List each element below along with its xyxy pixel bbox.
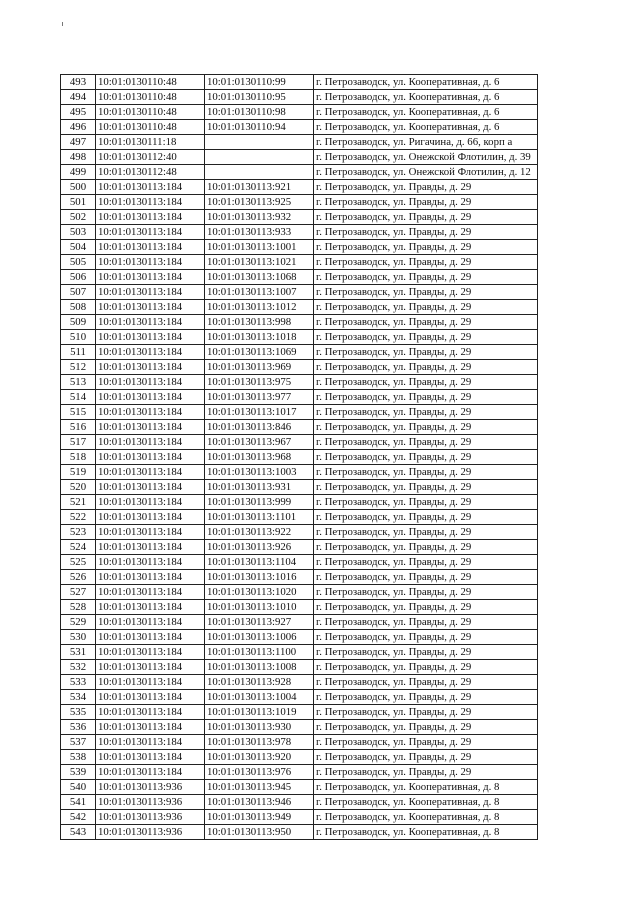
premises-cadastral-number-cell: 10:01:0130113:930 <box>205 720 314 735</box>
address-cell: г. Петрозаводск, ул. Правды, д. 29 <box>314 690 538 705</box>
address-cell: г. Петрозаводск, ул. Правды, д. 29 <box>314 210 538 225</box>
cadastral-number-cell: 10:01:0130110:48 <box>96 75 205 90</box>
address-cell: г. Петрозаводск, ул. Правды, д. 29 <box>314 330 538 345</box>
address-cell: г. Петрозаводск, ул. Правды, д. 29 <box>314 285 538 300</box>
row-number-cell: 501 <box>61 195 96 210</box>
address-cell: г. Петрозаводск, ул. Правды, д. 29 <box>314 390 538 405</box>
row-number-cell: 509 <box>61 315 96 330</box>
cadastral-number-cell: 10:01:0130113:184 <box>96 660 205 675</box>
cadastral-number-cell: 10:01:0130110:48 <box>96 90 205 105</box>
table-row <box>61 690 538 705</box>
premises-cadastral-number-cell: 10:01:0130113:1012 <box>205 300 314 315</box>
address-cell: г. Петрозаводск, ул. Правды, д. 29 <box>314 570 538 585</box>
premises-cadastral-number-cell: 10:01:0130113:1010 <box>205 600 314 615</box>
address-cell: г. Петрозаводск, ул. Кооперативная, д. 6 <box>314 120 538 135</box>
table-row <box>61 735 538 750</box>
row-number-cell: 517 <box>61 435 96 450</box>
scan-speck <box>62 22 63 26</box>
row-number-cell: 524 <box>61 540 96 555</box>
premises-cadastral-number-cell <box>205 165 314 180</box>
row-number-cell: 542 <box>61 810 96 825</box>
table-row <box>61 705 538 720</box>
table-row <box>61 720 538 735</box>
premises-cadastral-number-cell: 10:01:0130113:925 <box>205 195 314 210</box>
cadastral-number-cell: 10:01:0130113:184 <box>96 195 205 210</box>
address-cell: г. Петрозаводск, ул. Правды, д. 29 <box>314 270 538 285</box>
premises-cadastral-number-cell: 10:01:0130113:1001 <box>205 240 314 255</box>
row-number-cell: 510 <box>61 330 96 345</box>
cadastral-number-cell: 10:01:0130113:936 <box>96 825 205 840</box>
table-row <box>61 90 538 105</box>
premises-cadastral-number-cell: 10:01:0130113:1004 <box>205 690 314 705</box>
cadastral-number-cell: 10:01:0130113:936 <box>96 795 205 810</box>
table-row <box>61 150 538 165</box>
registry-table <box>60 74 538 840</box>
table-row <box>61 270 538 285</box>
premises-cadastral-number-cell: 10:01:0130113:976 <box>205 765 314 780</box>
premises-cadastral-number-cell: 10:01:0130113:998 <box>205 315 314 330</box>
cadastral-number-cell: 10:01:0130113:184 <box>96 570 205 585</box>
row-number-cell: 525 <box>61 555 96 570</box>
row-number-cell: 522 <box>61 510 96 525</box>
table-row <box>61 765 538 780</box>
address-cell: г. Петрозаводск, ул. Онежской Флотилин, д. 39 <box>314 150 538 165</box>
table-row <box>61 315 538 330</box>
address-cell: г. Петрозаводск, ул. Кооперативная, д. 6 <box>314 105 538 120</box>
table-row <box>61 75 538 90</box>
table-row <box>61 225 538 240</box>
cadastral-number-cell: 10:01:0130113:184 <box>96 720 205 735</box>
premises-cadastral-number-cell: 10:01:0130113:1068 <box>205 270 314 285</box>
table-row <box>61 600 538 615</box>
address-cell: г. Петрозаводск, ул. Правды, д. 29 <box>314 180 538 195</box>
premises-cadastral-number-cell: 10:01:0130113:999 <box>205 495 314 510</box>
address-cell: г. Петрозаводск, ул. Кооперативная, д. 8 <box>314 780 538 795</box>
row-number-cell: 537 <box>61 735 96 750</box>
premises-cadastral-number-cell: 10:01:0130113:1021 <box>205 255 314 270</box>
premises-cadastral-number-cell: 10:01:0130113:1069 <box>205 345 314 360</box>
table-row <box>61 465 538 480</box>
premises-cadastral-number-cell: 10:01:0130113:967 <box>205 435 314 450</box>
table-row <box>61 645 538 660</box>
premises-cadastral-number-cell: 10:01:0130113:945 <box>205 780 314 795</box>
address-cell: г. Петрозаводск, ул. Правды, д. 29 <box>314 555 538 570</box>
premises-cadastral-number-cell: 10:01:0130113:1017 <box>205 405 314 420</box>
table-row <box>61 480 538 495</box>
premises-cadastral-number-cell: 10:01:0130113:927 <box>205 615 314 630</box>
address-cell: г. Петрозаводск, ул. Правды, д. 29 <box>314 525 538 540</box>
cadastral-number-cell: 10:01:0130113:184 <box>96 210 205 225</box>
address-cell: г. Петрозаводск, ул. Правды, д. 29 <box>314 600 538 615</box>
row-number-cell: 507 <box>61 285 96 300</box>
row-number-cell: 516 <box>61 420 96 435</box>
address-cell: г. Петрозаводск, ул. Правды, д. 29 <box>314 585 538 600</box>
premises-cadastral-number-cell: 10:01:0130113:1018 <box>205 330 314 345</box>
premises-cadastral-number-cell: 10:01:0130113:949 <box>205 810 314 825</box>
table-row <box>61 510 538 525</box>
row-number-cell: 503 <box>61 225 96 240</box>
row-number-cell: 531 <box>61 645 96 660</box>
row-number-cell: 514 <box>61 390 96 405</box>
cadastral-number-cell: 10:01:0130113:184 <box>96 180 205 195</box>
cadastral-number-cell: 10:01:0130113:184 <box>96 645 205 660</box>
row-number-cell: 543 <box>61 825 96 840</box>
table-row <box>61 825 538 840</box>
row-number-cell: 504 <box>61 240 96 255</box>
cadastral-number-cell: 10:01:0130113:184 <box>96 465 205 480</box>
row-number-cell: 502 <box>61 210 96 225</box>
address-cell: г. Петрозаводск, ул. Ригачина, д. 66, корп а <box>314 135 538 150</box>
address-cell: г. Петрозаводск, ул. Правды, д. 29 <box>314 750 538 765</box>
address-cell: г. Петрозаводск, ул. Правды, д. 29 <box>314 720 538 735</box>
cadastral-number-cell: 10:01:0130113:184 <box>96 765 205 780</box>
address-cell: г. Петрозаводск, ул. Правды, д. 29 <box>314 255 538 270</box>
row-number-cell: 520 <box>61 480 96 495</box>
premises-cadastral-number-cell: 10:01:0130113:1019 <box>205 705 314 720</box>
table-row <box>61 180 538 195</box>
table-row <box>61 615 538 630</box>
row-number-cell: 528 <box>61 600 96 615</box>
premises-cadastral-number-cell: 10:01:0130113:1007 <box>205 285 314 300</box>
premises-cadastral-number-cell <box>205 150 314 165</box>
row-number-cell: 505 <box>61 255 96 270</box>
cadastral-number-cell: 10:01:0130113:936 <box>96 810 205 825</box>
premises-cadastral-number-cell: 10:01:0130113:920 <box>205 750 314 765</box>
address-cell: г. Петрозаводск, ул. Кооперативная, д. 6 <box>314 75 538 90</box>
cadastral-number-cell: 10:01:0130113:184 <box>96 255 205 270</box>
cadastral-number-cell: 10:01:0130113:184 <box>96 420 205 435</box>
address-cell: г. Петрозаводск, ул. Правды, д. 29 <box>314 765 538 780</box>
registry-table-body <box>61 75 538 840</box>
table-row <box>61 345 538 360</box>
row-number-cell: 523 <box>61 525 96 540</box>
cadastral-number-cell: 10:01:0130113:184 <box>96 225 205 240</box>
premises-cadastral-number-cell: 10:01:0130113:975 <box>205 375 314 390</box>
cadastral-number-cell: 10:01:0130113:184 <box>96 405 205 420</box>
row-number-cell: 533 <box>61 675 96 690</box>
table-row <box>61 450 538 465</box>
row-number-cell: 529 <box>61 615 96 630</box>
address-cell: г. Петрозаводск, ул. Правды, д. 29 <box>314 420 538 435</box>
premises-cadastral-number-cell: 10:01:0130113:932 <box>205 210 314 225</box>
premises-cadastral-number-cell: 10:01:0130113:1100 <box>205 645 314 660</box>
row-number-cell: 494 <box>61 90 96 105</box>
address-cell: г. Петрозаводск, ул. Правды, д. 29 <box>314 405 538 420</box>
cadastral-number-cell: 10:01:0130113:184 <box>96 345 205 360</box>
row-number-cell: 536 <box>61 720 96 735</box>
cadastral-number-cell: 10:01:0130113:184 <box>96 600 205 615</box>
cadastral-number-cell: 10:01:0130113:184 <box>96 330 205 345</box>
cadastral-number-cell: 10:01:0130110:48 <box>96 120 205 135</box>
table-row <box>61 555 538 570</box>
row-number-cell: 538 <box>61 750 96 765</box>
row-number-cell: 534 <box>61 690 96 705</box>
address-cell: г. Петрозаводск, ул. Правды, д. 29 <box>314 735 538 750</box>
premises-cadastral-number-cell: 10:01:0130110:98 <box>205 105 314 120</box>
row-number-cell: 518 <box>61 450 96 465</box>
row-number-cell: 535 <box>61 705 96 720</box>
cadastral-number-cell: 10:01:0130113:184 <box>96 375 205 390</box>
premises-cadastral-number-cell: 10:01:0130113:1020 <box>205 585 314 600</box>
address-cell: г. Петрозаводск, ул. Правды, д. 29 <box>314 480 538 495</box>
cadastral-number-cell: 10:01:0130113:184 <box>96 750 205 765</box>
cadastral-number-cell: 10:01:0130113:184 <box>96 630 205 645</box>
table-row <box>61 255 538 270</box>
premises-cadastral-number-cell: 10:01:0130113:928 <box>205 675 314 690</box>
cadastral-number-cell: 10:01:0130113:184 <box>96 540 205 555</box>
cadastral-number-cell: 10:01:0130113:184 <box>96 525 205 540</box>
row-number-cell: 519 <box>61 465 96 480</box>
address-cell: г. Петрозаводск, ул. Правды, д. 29 <box>314 675 538 690</box>
premises-cadastral-number-cell: 10:01:0130113:1104 <box>205 555 314 570</box>
cadastral-number-cell: 10:01:0130113:184 <box>96 450 205 465</box>
table-row <box>61 495 538 510</box>
table-row <box>61 675 538 690</box>
address-cell: г. Петрозаводск, ул. Кооперативная, д. 8 <box>314 810 538 825</box>
table-row <box>61 165 538 180</box>
cadastral-number-cell: 10:01:0130113:184 <box>96 495 205 510</box>
table-row <box>61 540 538 555</box>
cadastral-number-cell: 10:01:0130113:184 <box>96 270 205 285</box>
cadastral-number-cell: 10:01:0130113:184 <box>96 285 205 300</box>
table-row <box>61 660 538 675</box>
table-row <box>61 420 538 435</box>
row-number-cell: 497 <box>61 135 96 150</box>
address-cell: г. Петрозаводск, ул. Онежской Флотилин, д. 12 <box>314 165 538 180</box>
cadastral-number-cell: 10:01:0130113:184 <box>96 510 205 525</box>
row-number-cell: 498 <box>61 150 96 165</box>
table-row <box>61 285 538 300</box>
address-cell: г. Петрозаводск, ул. Кооперативная, д. 6 <box>314 90 538 105</box>
cadastral-number-cell: 10:01:0130113:184 <box>96 315 205 330</box>
table-row <box>61 630 538 645</box>
premises-cadastral-number-cell: 10:01:0130110:94 <box>205 120 314 135</box>
cadastral-number-cell: 10:01:0130113:184 <box>96 435 205 450</box>
premises-cadastral-number-cell: 10:01:0130110:99 <box>205 75 314 90</box>
table-row <box>61 405 538 420</box>
cadastral-number-cell: 10:01:0130110:48 <box>96 105 205 120</box>
table-row <box>61 195 538 210</box>
row-number-cell: 496 <box>61 120 96 135</box>
row-number-cell: 513 <box>61 375 96 390</box>
row-number-cell: 541 <box>61 795 96 810</box>
premises-cadastral-number-cell: 10:01:0130113:969 <box>205 360 314 375</box>
row-number-cell: 512 <box>61 360 96 375</box>
cadastral-number-cell: 10:01:0130113:184 <box>96 300 205 315</box>
address-cell: г. Петрозаводск, ул. Правды, д. 29 <box>314 615 538 630</box>
table-row <box>61 210 538 225</box>
address-cell: г. Петрозаводск, ул. Правды, д. 29 <box>314 435 538 450</box>
row-number-cell: 499 <box>61 165 96 180</box>
premises-cadastral-number-cell: 10:01:0130113:846 <box>205 420 314 435</box>
address-cell: г. Петрозаводск, ул. Правды, д. 29 <box>314 660 538 675</box>
cadastral-number-cell: 10:01:0130113:184 <box>96 360 205 375</box>
premises-cadastral-number-cell: 10:01:0130110:95 <box>205 90 314 105</box>
row-number-cell: 527 <box>61 585 96 600</box>
row-number-cell: 515 <box>61 405 96 420</box>
cadastral-number-cell: 10:01:0130111:18 <box>96 135 205 150</box>
address-cell: г. Петрозаводск, ул. Правды, д. 29 <box>314 705 538 720</box>
address-cell: г. Петрозаводск, ул. Кооперативная, д. 8 <box>314 795 538 810</box>
table-row <box>61 780 538 795</box>
premises-cadastral-number-cell: 10:01:0130113:933 <box>205 225 314 240</box>
address-cell: г. Петрозаводск, ул. Правды, д. 29 <box>314 345 538 360</box>
table-row <box>61 810 538 825</box>
row-number-cell: 539 <box>61 765 96 780</box>
premises-cadastral-number-cell: 10:01:0130113:1016 <box>205 570 314 585</box>
table-row <box>61 240 538 255</box>
premises-cadastral-number-cell: 10:01:0130113:1008 <box>205 660 314 675</box>
premises-cadastral-number-cell: 10:01:0130113:978 <box>205 735 314 750</box>
address-cell: г. Петрозаводск, ул. Правды, д. 29 <box>314 450 538 465</box>
table-row <box>61 750 538 765</box>
cadastral-number-cell: 10:01:0130112:48 <box>96 165 205 180</box>
premises-cadastral-number-cell <box>205 135 314 150</box>
cadastral-number-cell: 10:01:0130113:184 <box>96 690 205 705</box>
address-cell: г. Петрозаводск, ул. Правды, д. 29 <box>314 645 538 660</box>
address-cell: г. Петрозаводск, ул. Кооперативная, д. 8 <box>314 825 538 840</box>
address-cell: г. Петрозаводск, ул. Правды, д. 29 <box>314 360 538 375</box>
address-cell: г. Петрозаводск, ул. Правды, д. 29 <box>314 510 538 525</box>
table-row <box>61 330 538 345</box>
table-row <box>61 525 538 540</box>
row-number-cell: 506 <box>61 270 96 285</box>
address-cell: г. Петрозаводск, ул. Правды, д. 29 <box>314 315 538 330</box>
cadastral-number-cell: 10:01:0130113:184 <box>96 555 205 570</box>
row-number-cell: 530 <box>61 630 96 645</box>
table-row <box>61 105 538 120</box>
premises-cadastral-number-cell: 10:01:0130113:922 <box>205 525 314 540</box>
cadastral-number-cell: 10:01:0130113:184 <box>96 390 205 405</box>
row-number-cell: 540 <box>61 780 96 795</box>
row-number-cell: 508 <box>61 300 96 315</box>
row-number-cell: 532 <box>61 660 96 675</box>
cadastral-number-cell: 10:01:0130113:936 <box>96 780 205 795</box>
address-cell: г. Петрозаводск, ул. Правды, д. 29 <box>314 630 538 645</box>
premises-cadastral-number-cell: 10:01:0130113:1003 <box>205 465 314 480</box>
address-cell: г. Петрозаводск, ул. Правды, д. 29 <box>314 465 538 480</box>
table-row <box>61 360 538 375</box>
table-row <box>61 570 538 585</box>
premises-cadastral-number-cell: 10:01:0130113:1101 <box>205 510 314 525</box>
premises-cadastral-number-cell: 10:01:0130113:946 <box>205 795 314 810</box>
cadastral-number-cell: 10:01:0130113:184 <box>96 615 205 630</box>
premises-cadastral-number-cell: 10:01:0130113:950 <box>205 825 314 840</box>
address-cell: г. Петрозаводск, ул. Правды, д. 29 <box>314 240 538 255</box>
premises-cadastral-number-cell: 10:01:0130113:968 <box>205 450 314 465</box>
cadastral-number-cell: 10:01:0130113:184 <box>96 705 205 720</box>
address-cell: г. Петрозаводск, ул. Правды, д. 29 <box>314 195 538 210</box>
address-cell: г. Петрозаводск, ул. Правды, д. 29 <box>314 300 538 315</box>
row-number-cell: 500 <box>61 180 96 195</box>
premises-cadastral-number-cell: 10:01:0130113:977 <box>205 390 314 405</box>
table-row <box>61 585 538 600</box>
cadastral-number-cell: 10:01:0130113:184 <box>96 675 205 690</box>
row-number-cell: 493 <box>61 75 96 90</box>
premises-cadastral-number-cell: 10:01:0130113:926 <box>205 540 314 555</box>
row-number-cell: 511 <box>61 345 96 360</box>
table-row <box>61 795 538 810</box>
premises-cadastral-number-cell: 10:01:0130113:931 <box>205 480 314 495</box>
address-cell: г. Петрозаводск, ул. Правды, д. 29 <box>314 225 538 240</box>
premises-cadastral-number-cell: 10:01:0130113:1006 <box>205 630 314 645</box>
cadastral-number-cell: 10:01:0130113:184 <box>96 735 205 750</box>
address-cell: г. Петрозаводск, ул. Правды, д. 29 <box>314 540 538 555</box>
cadastral-number-cell: 10:01:0130113:184 <box>96 240 205 255</box>
table-row <box>61 300 538 315</box>
row-number-cell: 521 <box>61 495 96 510</box>
cadastral-number-cell: 10:01:0130113:184 <box>96 480 205 495</box>
row-number-cell: 526 <box>61 570 96 585</box>
premises-cadastral-number-cell: 10:01:0130113:921 <box>205 180 314 195</box>
table-row <box>61 375 538 390</box>
table-row <box>61 435 538 450</box>
cadastral-number-cell: 10:01:0130113:184 <box>96 585 205 600</box>
row-number-cell: 495 <box>61 105 96 120</box>
table-row <box>61 120 538 135</box>
table-row <box>61 135 538 150</box>
table-row <box>61 390 538 405</box>
address-cell: г. Петрозаводск, ул. Правды, д. 29 <box>314 495 538 510</box>
cadastral-number-cell: 10:01:0130112:40 <box>96 150 205 165</box>
address-cell: г. Петрозаводск, ул. Правды, д. 29 <box>314 375 538 390</box>
